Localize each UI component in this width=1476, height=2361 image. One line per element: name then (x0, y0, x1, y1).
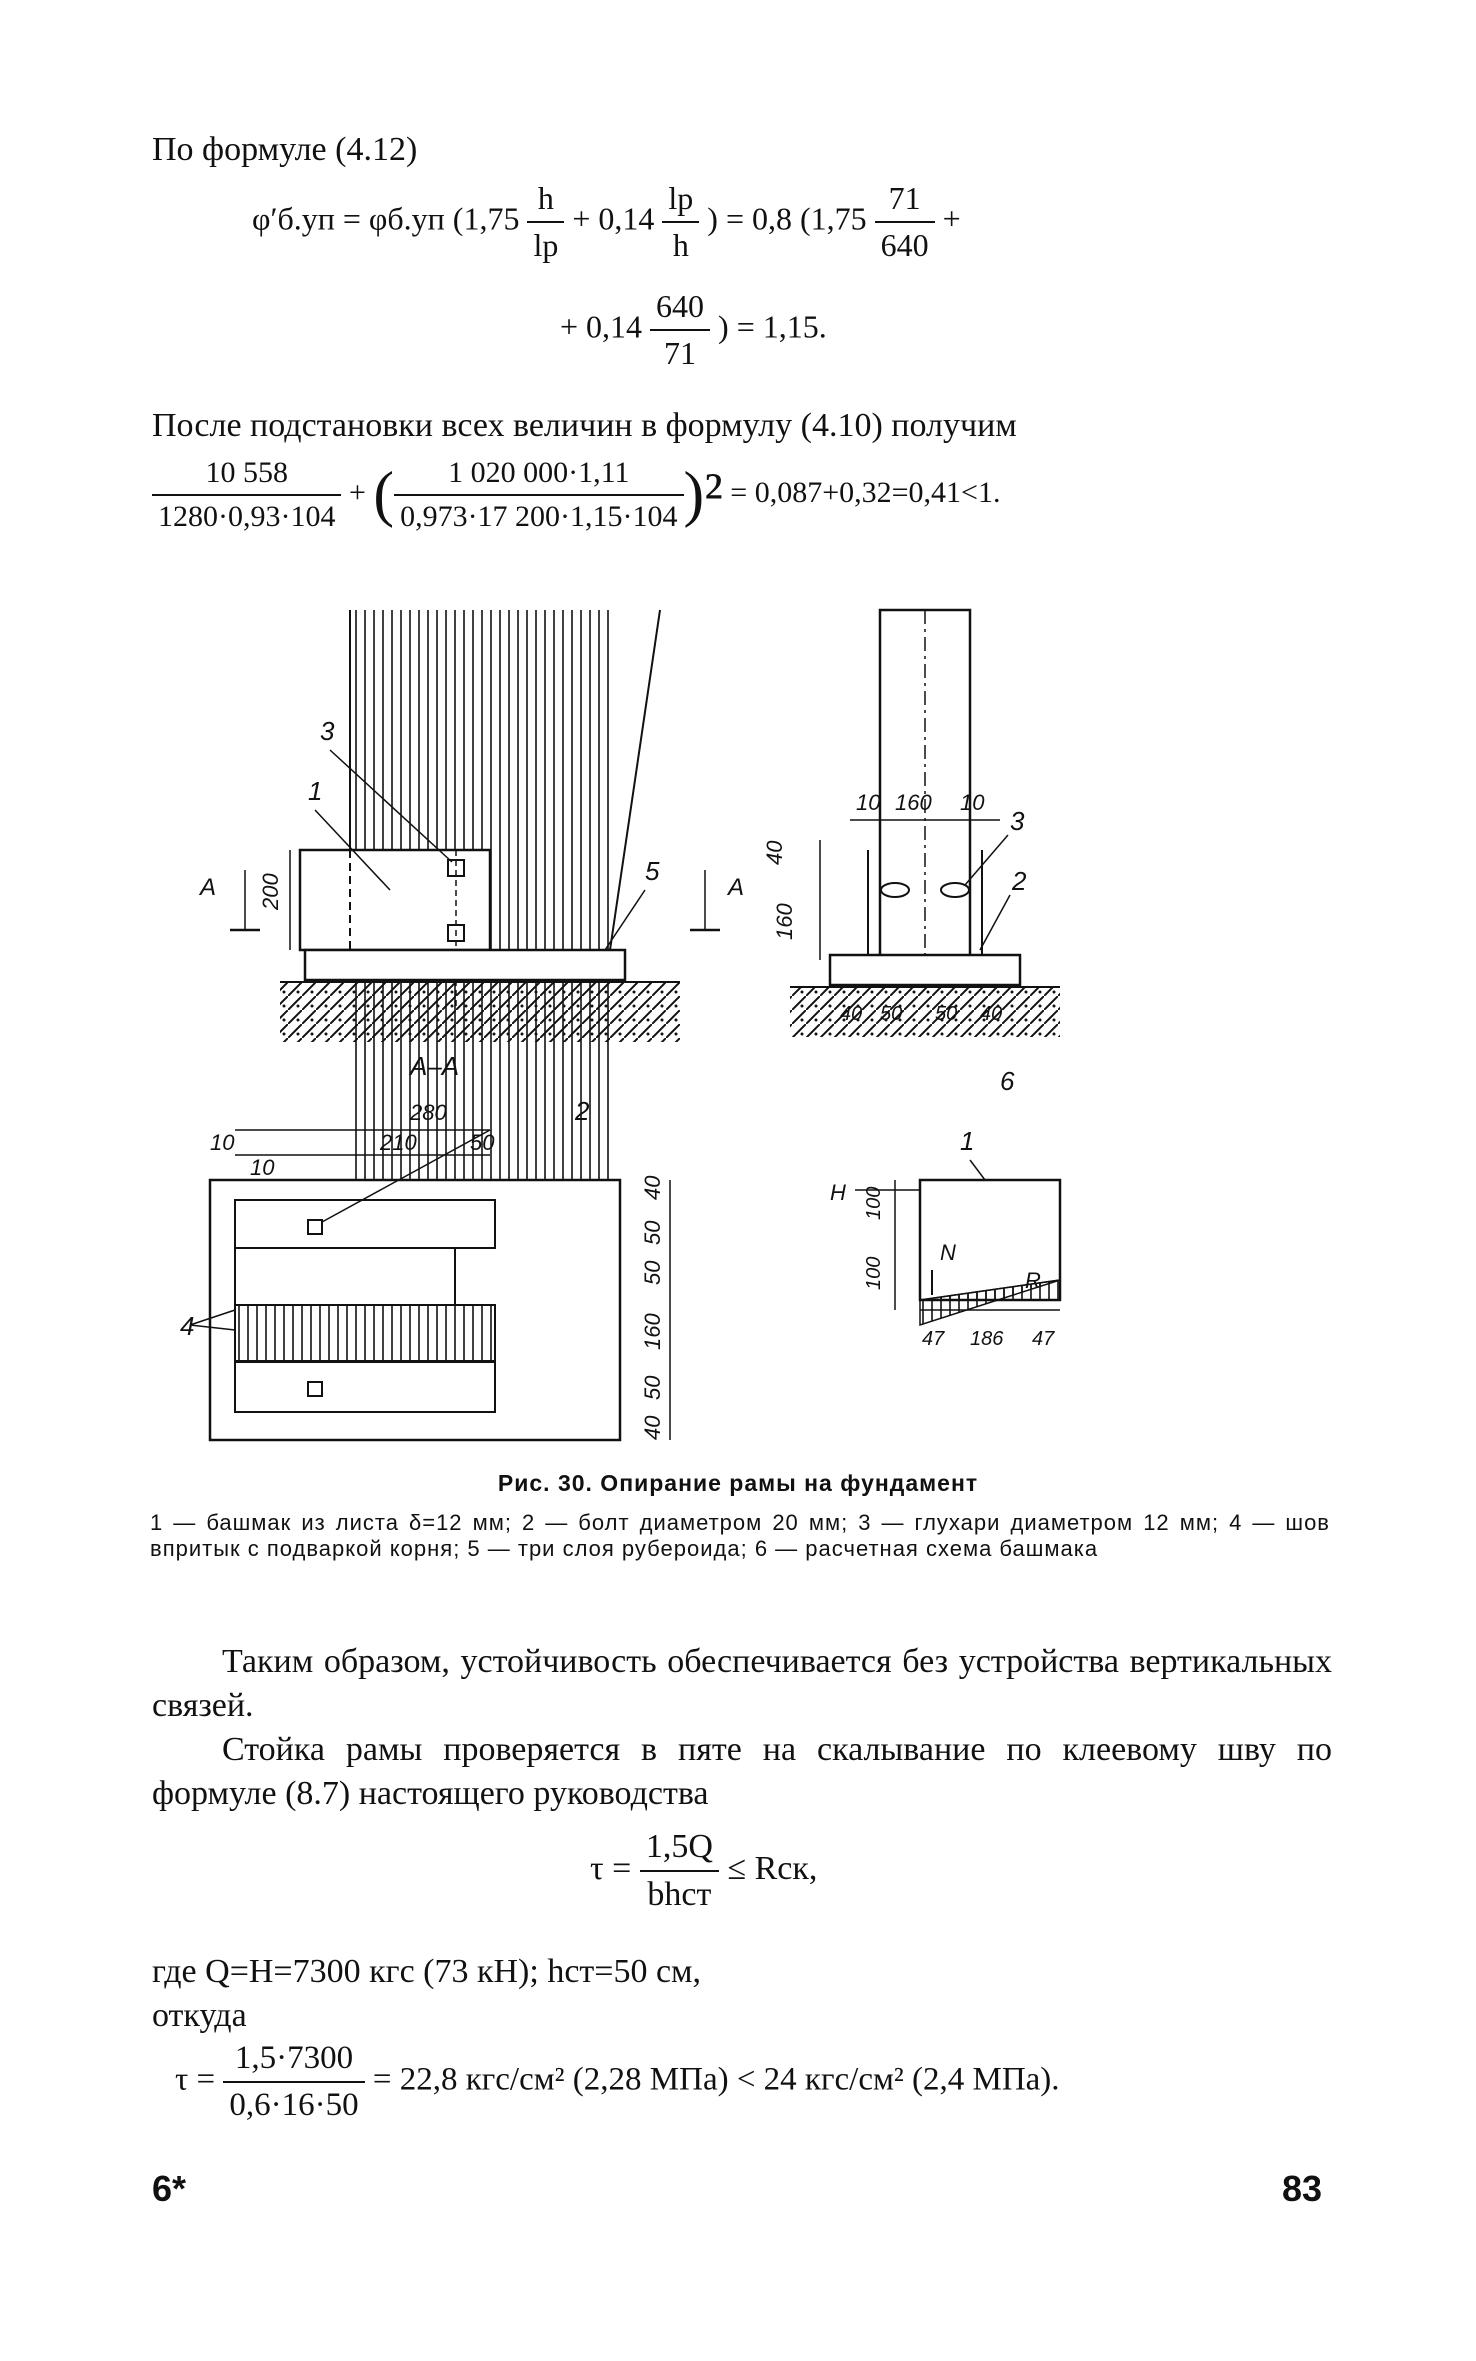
dim-160c: 160 (640, 1313, 665, 1350)
label-2a: 2 (1012, 866, 1027, 896)
eq2-f1-den: 1280·0,93·104 (158, 500, 336, 533)
equation-result (175, 2040, 1060, 2124)
eq1-result: ) = 1,15. (718, 308, 827, 345)
eq3-rhs: ≤ Rск, (727, 1849, 818, 1887)
dim-10b: 10 (960, 790, 985, 815)
dim-10d: 10 (250, 1155, 275, 1180)
eq1-line2-plus: + 0,14 (560, 308, 643, 345)
eq3-num: 1,5Q (640, 1828, 719, 1872)
label-2b: 2 (575, 1096, 590, 1126)
figure-caption-body: 1 — башмак из листа δ=12 мм; 2 — болт диаметром 20 мм; 3 — глухари диаметром 12 мм; 4 — шов впритык с подваркой корня; 5 — три слоя рубероида; 6 — расчетная схема башмака (150, 1510, 1330, 1561)
label-A-right: A (728, 874, 745, 901)
dim-50f: 50 (640, 1375, 665, 1400)
eq4-rhs: = 22,8 кгс/см² (2,28 МПа) < 24 кгс/см² (2,4 МПа). (372, 2061, 1060, 2098)
intro-text: По формуле (4.12) (152, 131, 418, 168)
label-A-left: A (200, 874, 217, 901)
label-6: 6 (1000, 1066, 1015, 1096)
dim-186: 186 (970, 1328, 1004, 1350)
eq1-mid: ) = 0,8 (1,75 (707, 200, 867, 237)
label-1: 1 (308, 776, 323, 806)
dim-40b: 40 (840, 1003, 863, 1025)
design-scheme (830, 1066, 1060, 1350)
equation-8-7 (590, 1828, 817, 1914)
shoe-plate (300, 850, 490, 950)
eq1-f1-num: h (527, 180, 564, 223)
dim-50c: 50 (470, 1130, 495, 1155)
figure-30 (180, 590, 1270, 1450)
eq1-open: (1,75 (452, 200, 520, 237)
eq1-f1-den: lр (533, 227, 559, 263)
dim-100a: 100 (863, 1186, 885, 1220)
eq4-lhs: τ = (175, 2061, 216, 2098)
dim-40e: 40 (640, 1415, 665, 1440)
eq2-plus: + (348, 475, 366, 509)
where-line: где Q=H=7300 кгс (73 кН); hст=50 см, (152, 1953, 702, 1990)
eq4-den: 0,6·16·50 (229, 2087, 359, 2123)
eq2-f1-num: 10 558 (152, 456, 341, 496)
eq1-f4-den: 71 (664, 335, 697, 371)
label-A-A: A–A (410, 1051, 460, 1081)
dim-47b: 47 (1032, 1328, 1055, 1350)
signature-mark: 6* (152, 2168, 187, 2209)
dim-200: 200 (258, 873, 283, 910)
dim-50d: 50 (640, 1220, 665, 1245)
frame-support-view (198, 610, 744, 1210)
whence-line: откуда (152, 1997, 247, 2034)
eq1-plus: + 0,14 (572, 200, 655, 237)
eq3-den: bhст (647, 1876, 712, 1913)
equation-4-10: $\frac{10 558}{1280\cdot 0,93\cdot 104}$ + ( $\frac{1 020 000\cdot 1,11}{0,973\cdot 17 200\cdot 1,15\cdot 104}$ )² = 0,087+0,32=0,41<1. (152, 456, 1000, 534)
dim-10c: 10 (210, 1130, 235, 1155)
dim-47a: 47 (922, 1328, 945, 1350)
eq1-f3-den: 640 (880, 227, 929, 263)
dim-160a: 160 (895, 790, 932, 815)
label-N: N (940, 1240, 956, 1265)
eq2-result: = 0,087+0,32=0,41<1. (730, 475, 1001, 509)
eq1-f4-num: 640 (650, 288, 710, 331)
eq1-lhs: φ′б.уп = φб.уп (252, 200, 445, 237)
paragraph-1: Таким образом, устойчивость обеспечивается без устройства вертикальных связей. (152, 1643, 1332, 1724)
dim-280: 280 (410, 1100, 447, 1125)
dim-100b: 100 (863, 1256, 885, 1290)
label-H: H (830, 1180, 846, 1205)
eq2-f2-den: 0,973·17 200·1,15·104 (400, 500, 678, 533)
label-3b: 3 (1010, 806, 1025, 836)
eq1-tail-plus: + (942, 200, 961, 237)
dim-40c: 40 (980, 1003, 1003, 1025)
after-text: После подстановки всех величин в формулу (4.10) получим (152, 407, 1017, 444)
paragraph-2: Стойка рамы проверяется в пяте на скалывание по клеевому шву по формуле (8.7) настоящего руководства (152, 1731, 1332, 1812)
dim-50b: 50 (935, 1003, 958, 1025)
eq2-f2-num: 1 020 000·1,11 (394, 456, 683, 496)
dim-10a: 10 (856, 790, 881, 815)
equation-4-12-line2 (560, 288, 827, 372)
eq1-f2-num: lр (662, 180, 699, 223)
eq3-lhs: τ = (590, 1849, 632, 1887)
label-1b: 1 (960, 1126, 975, 1156)
dim-40d: 40 (640, 1175, 665, 1200)
equation-4-12 (252, 180, 961, 264)
frame-side-view (762, 610, 1060, 1037)
eq4-num: 1,5·7300 (223, 2040, 364, 2083)
label-R: R (1025, 1268, 1041, 1293)
eq1-f2-den: h (672, 227, 689, 263)
figure-caption-title: Рис. 30. Опирание рамы на фундамент (497, 1470, 979, 1496)
dim-210: 210 (380, 1130, 417, 1155)
dim-50e: 50 (640, 1260, 665, 1285)
dim-40a: 40 (762, 840, 787, 865)
label-5: 5 (645, 856, 660, 886)
page-number: 83 (1282, 2168, 1323, 2209)
label-3: 3 (320, 716, 335, 746)
eq1-f3-num: 71 (875, 180, 935, 223)
dim-50a: 50 (880, 1003, 903, 1025)
dim-160b: 160 (772, 903, 797, 940)
label-4: 4 (180, 1311, 195, 1341)
